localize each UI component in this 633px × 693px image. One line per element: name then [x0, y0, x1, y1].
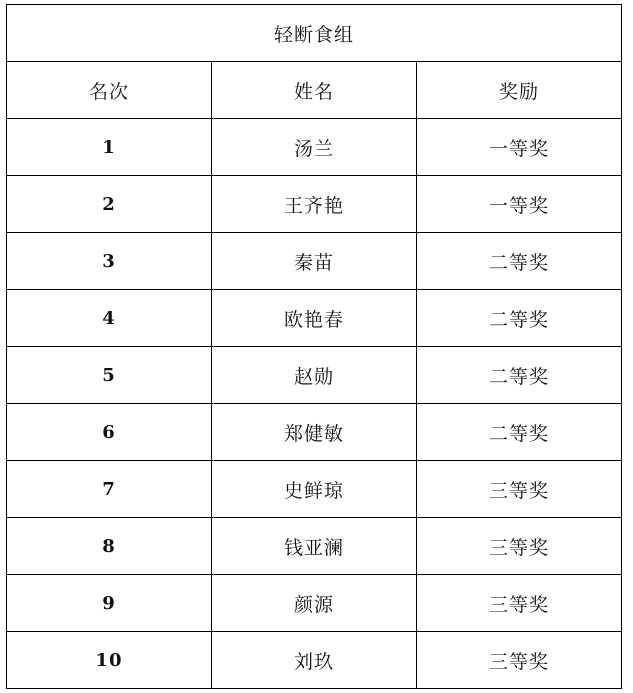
- name-cell: 史鲜琼: [212, 461, 417, 518]
- name-cell: 秦苗: [212, 233, 417, 290]
- header-name: 姓名: [212, 62, 417, 119]
- table-title: 轻断食组: [7, 5, 622, 62]
- name-cell: 欧艳春: [212, 290, 417, 347]
- rank-cell: 7: [7, 461, 212, 518]
- award-cell: 一等奖: [417, 119, 622, 176]
- name-cell: 王齐艳: [212, 176, 417, 233]
- results-table-container: [6, 4, 622, 689]
- name-cell: 刘玖: [212, 632, 417, 689]
- rank-cell: 9: [7, 575, 212, 632]
- rank-cell: 2: [7, 176, 212, 233]
- rank-cell: 6: [7, 404, 212, 461]
- table-row: [7, 632, 622, 689]
- award-cell: 二等奖: [417, 290, 622, 347]
- award-cell: 三等奖: [417, 518, 622, 575]
- table-row: [7, 404, 622, 461]
- table-row: [7, 233, 622, 290]
- award-cell: 二等奖: [417, 347, 622, 404]
- rank-cell: 4: [7, 290, 212, 347]
- award-cell: 一等奖: [417, 176, 622, 233]
- header-row: [7, 62, 622, 119]
- rank-cell: 5: [7, 347, 212, 404]
- table-row: [7, 290, 622, 347]
- award-cell: 二等奖: [417, 404, 622, 461]
- name-cell: 郑健敏: [212, 404, 417, 461]
- name-cell: 汤兰: [212, 119, 417, 176]
- award-cell: 三等奖: [417, 461, 622, 518]
- rank-cell: 1: [7, 119, 212, 176]
- table-row: [7, 518, 622, 575]
- name-cell: 赵勋: [212, 347, 417, 404]
- rank-cell: 8: [7, 518, 212, 575]
- title-row: [7, 5, 622, 62]
- award-cell: 二等奖: [417, 233, 622, 290]
- name-cell: 钱亚澜: [212, 518, 417, 575]
- name-cell: 颜源: [212, 575, 417, 632]
- rank-cell: 3: [7, 233, 212, 290]
- table-row: [7, 575, 622, 632]
- rank-cell: 10: [7, 632, 212, 689]
- award-cell: 三等奖: [417, 632, 622, 689]
- table-row: [7, 176, 622, 233]
- table-row: [7, 119, 622, 176]
- award-cell: 三等奖: [417, 575, 622, 632]
- table-row: [7, 461, 622, 518]
- results-table: [6, 4, 622, 689]
- header-award: 奖励: [417, 62, 622, 119]
- header-rank: 名次: [7, 62, 212, 119]
- table-row: [7, 347, 622, 404]
